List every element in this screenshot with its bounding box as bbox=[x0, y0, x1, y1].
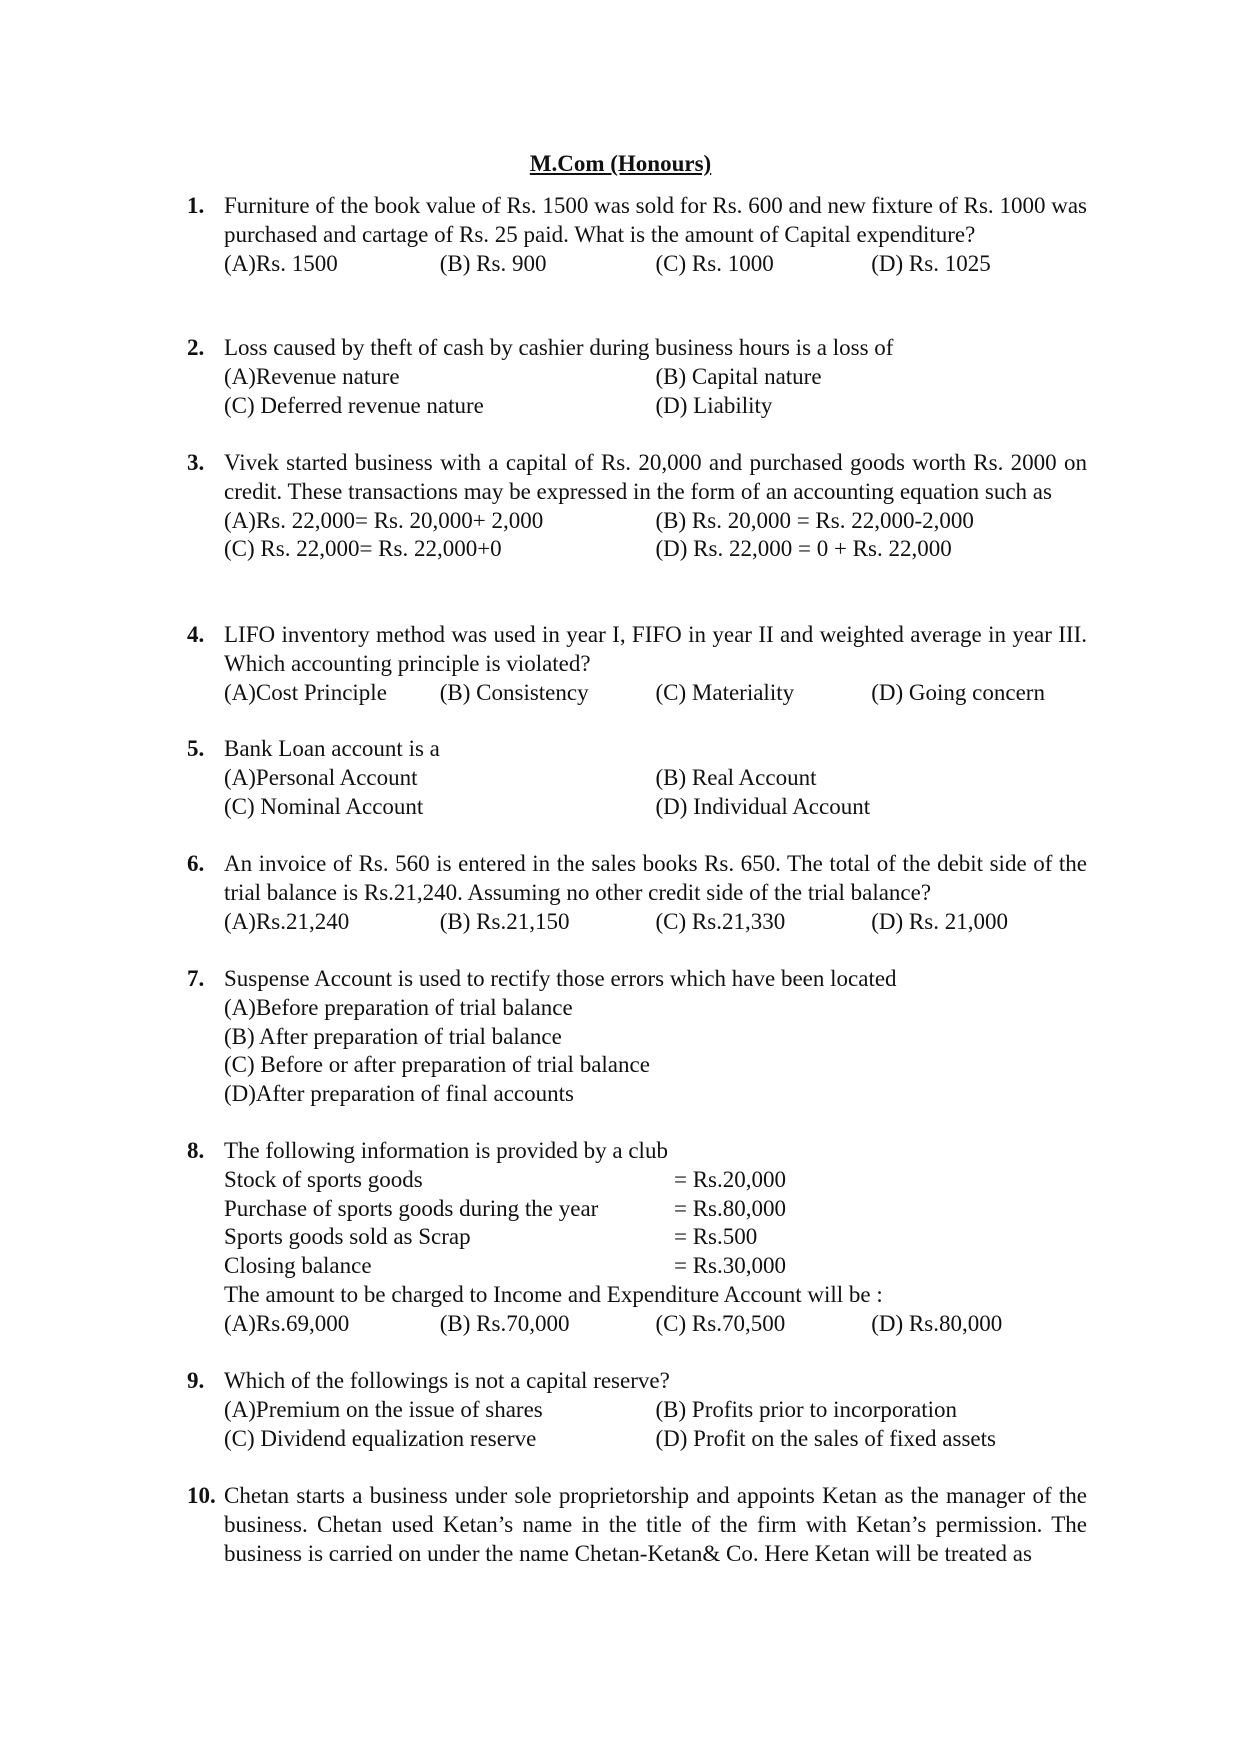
option-a: (A)Cost Principle bbox=[224, 679, 387, 705]
option-a: (A)Personal Account bbox=[224, 764, 418, 790]
option-a: (A)Rs.69,000 bbox=[224, 1310, 350, 1336]
question-text: Which of the followings is not a capital reserve? bbox=[224, 1368, 670, 1393]
question-6 bbox=[187, 850, 1087, 936]
option-c: (C) Deferred revenue nature bbox=[224, 392, 484, 418]
option-c: (C) Rs.21,330 bbox=[655, 908, 786, 934]
options bbox=[224, 994, 1087, 1109]
info-value: = Rs.500 bbox=[674, 1224, 758, 1250]
option-c: (C) Before or after preparation of trial balance bbox=[224, 1052, 650, 1078]
question-text: Vivek started business with a capital of Rs. 20,000 and purchased goods worth Rs. 2000 on credit. These transactions may be expressed in the form of an accounting equation such as bbox=[224, 450, 1087, 504]
info-label: Stock of sports goods bbox=[224, 1166, 423, 1192]
question-10 bbox=[187, 1482, 1087, 1568]
question-4 bbox=[187, 621, 1087, 707]
option-a: (A)Premium on the issue of shares bbox=[224, 1396, 543, 1422]
question-2 bbox=[187, 334, 1087, 420]
question-text: The following information is provided by a club bbox=[224, 1138, 668, 1163]
question-text: LIFO inventory method was used in year I, FIFO in year II and weighted average in year III. Which accounting principle is violated? bbox=[224, 622, 1087, 676]
option-a: (A)Rs. 1500 bbox=[224, 250, 338, 276]
option-b: (B) Rs. 900 bbox=[439, 250, 547, 276]
option-b: (B) After preparation of trial balance bbox=[224, 1023, 562, 1049]
options bbox=[224, 679, 1087, 708]
question-number: 2. bbox=[187, 335, 205, 360]
option-a: (A)Rs.21,240 bbox=[224, 908, 350, 934]
option-d: (D) Liability bbox=[655, 392, 773, 418]
info-label: Sports goods sold as Scrap bbox=[224, 1224, 471, 1250]
option-b: (B) Real Account bbox=[655, 764, 817, 790]
option-d: (D) Going concern bbox=[871, 679, 1045, 705]
info-row bbox=[224, 1195, 1087, 1224]
question-number: 9. bbox=[187, 1368, 205, 1393]
question-text: An invoice of Rs. 560 is entered in the sales books Rs. 650. The total of the debit side of the trial balance is Rs.21,240. Assuming no other credit side of the trial balance? bbox=[224, 851, 1087, 905]
options bbox=[224, 250, 1087, 279]
page-title: M.Com (Honours) bbox=[529, 151, 712, 176]
question-text: Loss caused by theft of cash by cashier during business hours is a loss of bbox=[224, 335, 894, 360]
info-row bbox=[224, 1166, 1087, 1195]
option-b: (B) Rs.70,000 bbox=[439, 1310, 570, 1336]
options bbox=[224, 507, 1087, 565]
option-b: (B) Consistency bbox=[439, 679, 589, 705]
option-c: (C) Rs. 22,000= Rs. 22,000+0 bbox=[224, 536, 502, 562]
options bbox=[224, 764, 1087, 822]
option-b: (B) Rs. 20,000 = Rs. 22,000-2,000 bbox=[655, 507, 974, 533]
option-c: (C) Rs. 1000 bbox=[655, 250, 774, 276]
info-value: = Rs.80,000 bbox=[674, 1195, 787, 1221]
info-table bbox=[224, 1166, 1087, 1281]
option-a: (A)Revenue nature bbox=[224, 363, 400, 389]
option-d: (D) Profit on the sales of fixed assets bbox=[655, 1425, 996, 1451]
question-text: Suspense Account is used to rectify those errors which have been located bbox=[224, 966, 897, 991]
option-c: (C) Materiality bbox=[655, 679, 795, 705]
question-number: 4. bbox=[187, 622, 205, 647]
option-d: (D) Individual Account bbox=[655, 793, 871, 819]
question-text: Chetan starts a business under sole proprietorship and appoints Ketan as the manager of the business. Chetan used Ketan’s name in the title of the firm with Ketan’s permission. The business is carried on under the name Chetan-Ketan& Co. Here Ketan will be treated as bbox=[224, 1483, 1087, 1566]
info-value: = Rs.20,000 bbox=[674, 1166, 787, 1192]
option-b: (B) Rs.21,150 bbox=[439, 908, 570, 934]
option-d: (D) Rs.80,000 bbox=[871, 1310, 1003, 1336]
options bbox=[224, 1396, 1087, 1454]
option-d: (D) Rs. 22,000 = 0 + Rs. 22,000 bbox=[655, 536, 952, 562]
question-number: 6. bbox=[187, 851, 205, 876]
question-text-continued: The amount to be charged to Income and Expenditure Account will be : bbox=[224, 1281, 883, 1307]
question-7 bbox=[187, 965, 1087, 1109]
option-d: (D) Rs. 21,000 bbox=[871, 908, 1008, 934]
info-value: = Rs.30,000 bbox=[674, 1253, 787, 1279]
option-b: (B) Profits prior to incorporation bbox=[655, 1396, 958, 1422]
question-text: Furniture of the book value of Rs. 1500 was sold for Rs. 600 and new fixture of Rs. 1000 was purchased and cartage of Rs. 25 paid. What is the amount of Capital expenditure? bbox=[224, 193, 1087, 247]
options bbox=[224, 1310, 1087, 1339]
question-number: 3. bbox=[187, 450, 205, 475]
question-number: 10. bbox=[187, 1483, 216, 1508]
info-label: Closing balance bbox=[224, 1253, 372, 1279]
info-label: Purchase of sports goods during the year bbox=[224, 1195, 599, 1221]
question-3 bbox=[187, 449, 1087, 564]
option-c: (C) Rs.70,500 bbox=[655, 1310, 786, 1336]
question-number: 7. bbox=[187, 966, 205, 991]
question-8 bbox=[187, 1137, 1087, 1339]
question-number: 1. bbox=[187, 193, 205, 218]
question-5 bbox=[187, 735, 1087, 821]
question-number: 5. bbox=[187, 736, 205, 761]
option-d: (D)After preparation of final accounts bbox=[224, 1081, 574, 1107]
option-b: (B) Capital nature bbox=[655, 363, 822, 389]
option-c: (C) Dividend equalization reserve bbox=[224, 1425, 537, 1451]
question-9 bbox=[187, 1367, 1087, 1453]
info-row bbox=[224, 1223, 1087, 1252]
options bbox=[224, 908, 1087, 937]
option-d: (D) Rs. 1025 bbox=[871, 250, 991, 276]
info-row bbox=[224, 1252, 1087, 1281]
option-a: (A)Before preparation of trial balance bbox=[224, 994, 573, 1020]
question-1 bbox=[187, 192, 1087, 278]
option-a: (A)Rs. 22,000= Rs. 20,000+ 2,000 bbox=[224, 507, 544, 533]
question-number: 8. bbox=[187, 1138, 205, 1163]
option-c: (C) Nominal Account bbox=[224, 793, 424, 819]
question-text: Bank Loan account is a bbox=[224, 736, 440, 761]
options bbox=[224, 363, 1087, 421]
